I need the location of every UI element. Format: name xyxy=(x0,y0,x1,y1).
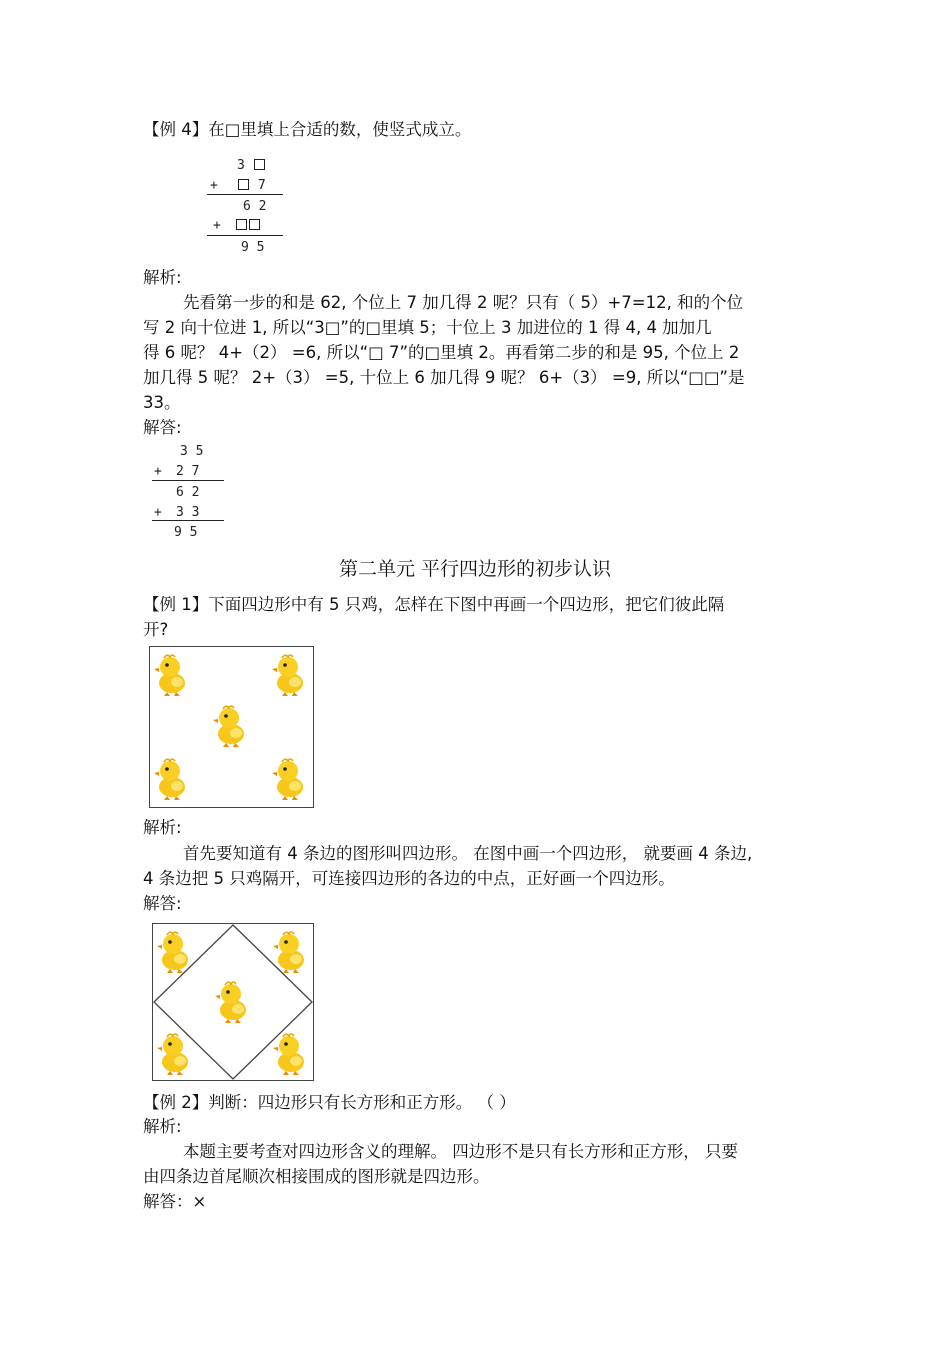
duckling-icon xyxy=(272,757,308,801)
analysis-line: 33。 xyxy=(143,393,181,412)
blank-box xyxy=(254,159,265,170)
calc-row2: 7 xyxy=(237,178,266,193)
duckling-icon xyxy=(213,704,249,748)
calc-rule xyxy=(207,194,283,195)
analysis-line: 加几得 5 呢？ 2+（3） =5, 十位上 6 加几得 9 呢？ 6+（3） =9, 所以“□□”是 xyxy=(143,368,745,387)
calc-row4 xyxy=(235,218,261,233)
duckling-icon xyxy=(273,1032,309,1076)
duckling-icon xyxy=(272,653,308,697)
analysis-line: 本题主要考查对四边形含义的理解。 四边形不是只有长方形和正方形， 只要 xyxy=(183,1142,738,1161)
calc-row3: 6 2 xyxy=(243,199,267,214)
answer-row1: 3 5 xyxy=(180,444,204,459)
example4-question: 【例 4】在□里填上合适的数，使竖式成立。 xyxy=(143,120,472,139)
duckling-icon xyxy=(215,980,251,1024)
duckling-icon xyxy=(273,930,309,974)
analysis-line: 由四条边首尾顺次相接围成的图形就是四边形。 xyxy=(143,1167,490,1186)
calc-row1: 3 xyxy=(237,158,266,173)
analysis-line: 4 条边把 5 只鸡隔开，可连接四边形的各边的中点，正好画一个四边形。 xyxy=(143,869,675,888)
analysis-line: 先看第一步的和是 62, 个位上 7 加几得 2 呢？只有（ 5）+7=12, 和的个位 xyxy=(183,293,744,312)
chick-square-answer-figure xyxy=(152,923,314,1081)
example2-question: 【例 2】判断：四边形只有长方形和正方形。 （ ） xyxy=(143,1093,516,1112)
duckling-icon xyxy=(157,1032,193,1076)
calc-op1: + xyxy=(210,178,218,193)
calc-op2: + xyxy=(213,218,221,233)
answer-row5: 9 5 xyxy=(174,525,198,540)
duckling-icon xyxy=(154,653,190,697)
calc-rule xyxy=(152,520,224,521)
answer-row2: 2 7 xyxy=(176,464,200,479)
calc-rule xyxy=(207,235,283,236)
blank-box xyxy=(238,179,249,190)
duckling-icon xyxy=(157,930,193,974)
answer-op2: + xyxy=(154,505,162,520)
example1-question-cont: 开? xyxy=(143,620,169,639)
blank-box xyxy=(249,219,260,230)
example2-answer: 解答：× xyxy=(143,1192,207,1211)
answer-op1: + xyxy=(154,464,162,479)
analysis-line: 得 6 呢？ 4+（2） =6, 所以“□ 7”的□里填 2。再看第二步的和是 95, 个位上 2 xyxy=(143,343,740,362)
answer-calculation xyxy=(150,444,230,544)
answer-row4: 3 3 xyxy=(176,505,200,520)
answer-row3: 6 2 xyxy=(176,485,200,500)
answer-label: 解答: xyxy=(143,894,182,913)
duckling-icon xyxy=(154,757,190,801)
analysis-label: 解析: xyxy=(143,1117,182,1136)
analysis-label: 解析: xyxy=(143,818,182,837)
chick-square-figure xyxy=(149,646,314,808)
example1-question: 【例 1】下面四边形中有 5 只鸡，怎样在下图中再画一个四边形，把它们彼此隔 xyxy=(143,595,725,614)
calc-row5: 9 5 xyxy=(241,240,265,255)
analysis-line: 首先要知道有 4 条边的图形叫四边形。 在图中画一个四边形， 就要画 4 条边, xyxy=(183,844,753,863)
calc-rule xyxy=(152,480,224,481)
vertical-calculation xyxy=(205,158,290,258)
blank-box xyxy=(236,219,247,230)
analysis-line: 写 2 向十位进 1, 所以“3□”的□里填 5；十位上 3 加进位的 1 得 4, 4 加加几 xyxy=(143,318,712,337)
section-title: 第二单元 平行四边形的初步认识 xyxy=(338,558,612,580)
analysis-label: 解析: xyxy=(143,268,182,287)
answer-label: 解答: xyxy=(143,418,182,437)
